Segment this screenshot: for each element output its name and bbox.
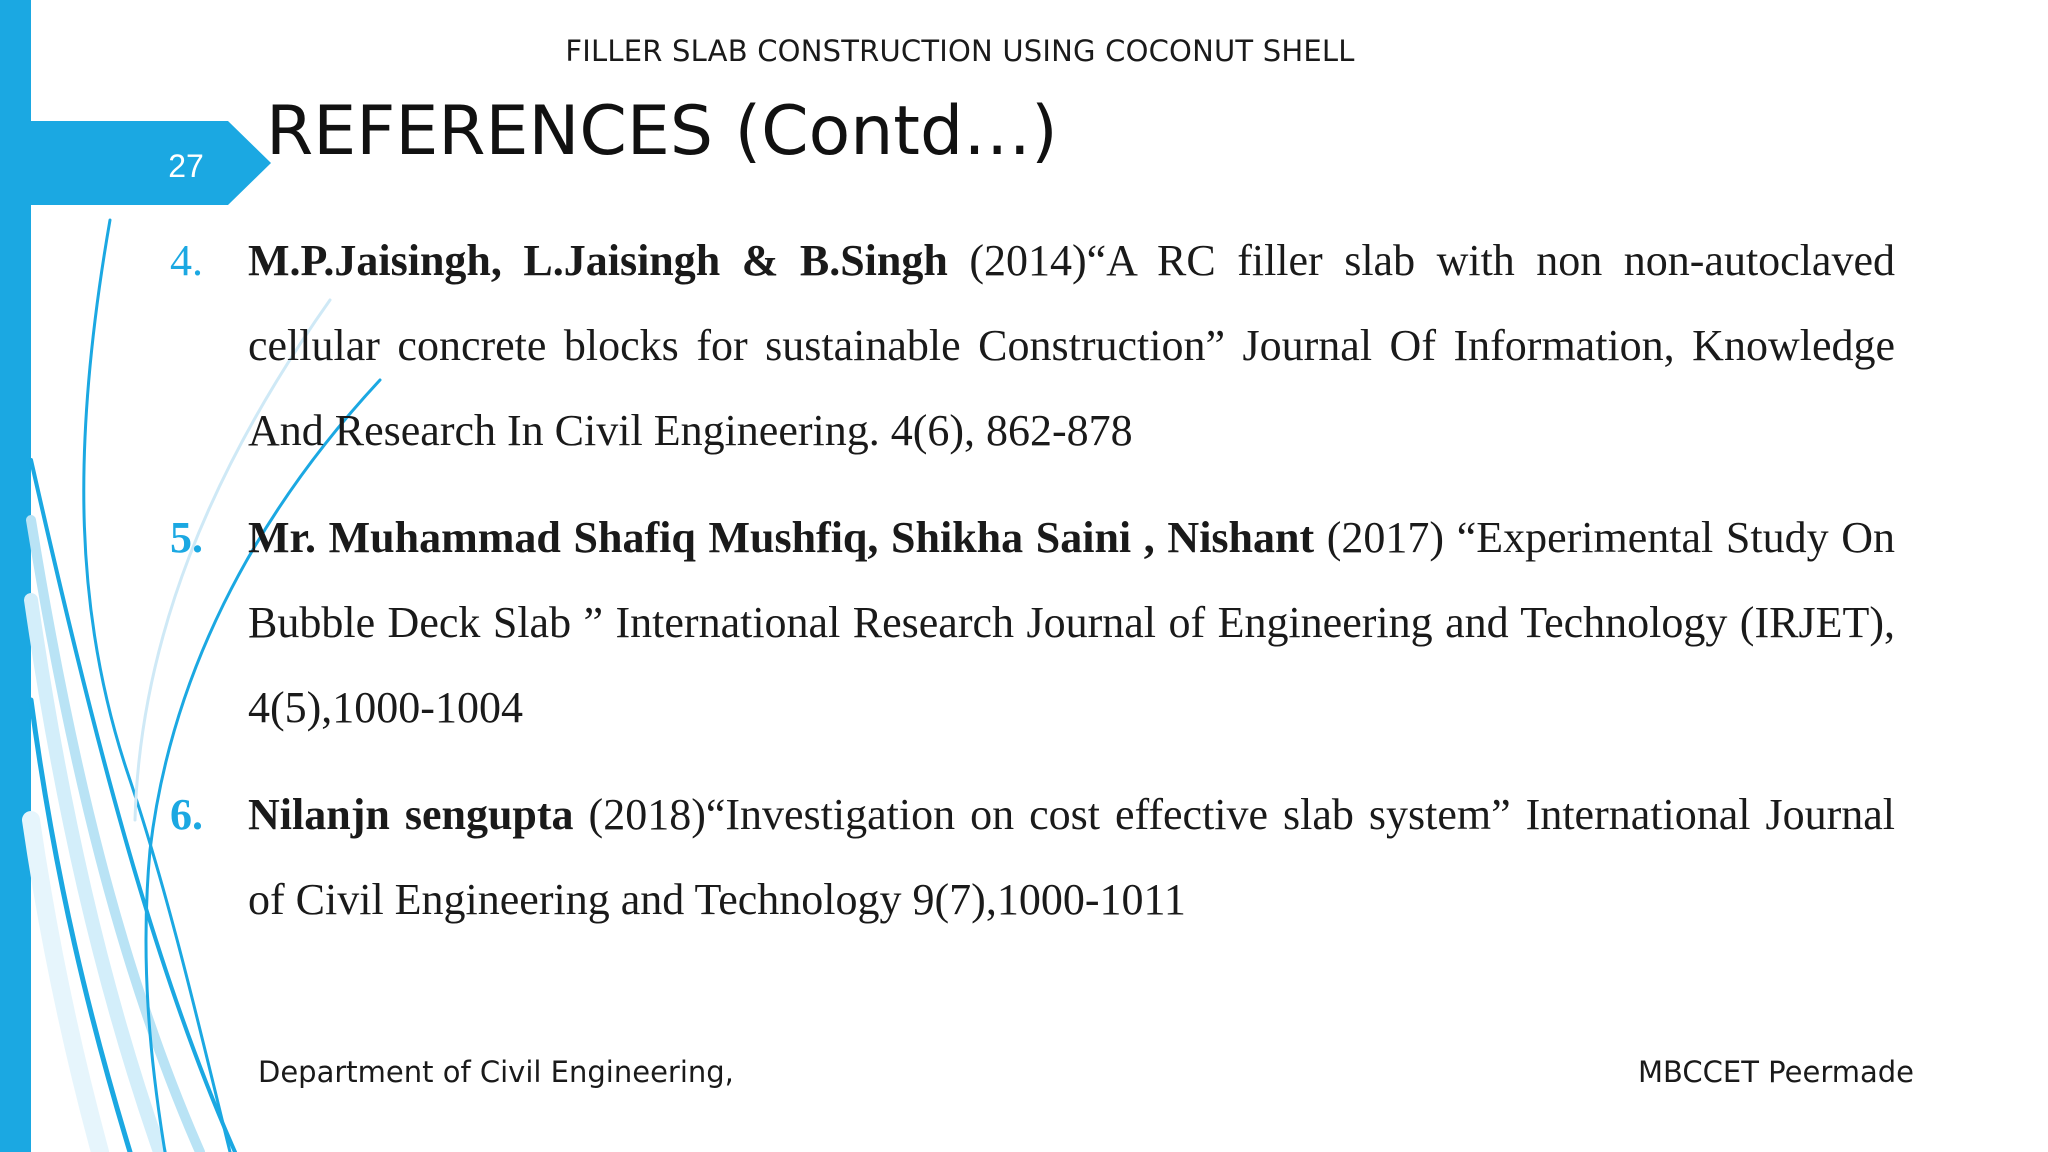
reference-list [170, 218, 1895, 964]
left-accent-bar [0, 0, 31, 1152]
footer-department: Department of Civil Engineering, [258, 1055, 734, 1089]
reference-item [170, 495, 1895, 750]
reference-authors: Nilanjn sengupta [248, 790, 574, 839]
page-number: 27 [168, 148, 204, 184]
reference-citation: (2014)“A RC filler slab with non non-autoclaved cellular concrete blocks for sustainable Construction” Journal Of Information, Knowledge And Research In Civil Engineering. 4(6), 862-878 [248, 236, 1895, 455]
slide-title: REFERENCES (Contd…) [266, 92, 1058, 171]
reference-number: 5. [170, 513, 203, 562]
reference-item [170, 772, 1895, 942]
reference-number: 6. [170, 790, 203, 839]
decor-curve [31, 600, 160, 1152]
reference-citation: (2017) “Experimental Study On Bubble Deck Slab ” International Research Journal of Engineering and Technology (IRJET), 4(5),1000-1004 [248, 513, 1895, 732]
reference-authors: Mr. Muhammad Shafiq Mushfiq, Shikha Saini , Nishant [248, 513, 1315, 562]
footer-institution: MBCCET Peermade [1638, 1055, 1914, 1089]
page-number-tab [31, 121, 271, 205]
reference-citation: (2018)“Investigation on cost effective slab system” International Journal of Civil Engineering and Technology 9(7),1000-1011 [248, 790, 1895, 924]
presentation-header: FILLER SLAB CONSTRUCTION USING COCONUT SHELL [565, 34, 1355, 68]
reference-authors: M.P.Jaisingh, L.Jaisingh & B.Singh [248, 236, 948, 285]
decor-curve [31, 820, 100, 1152]
decor-curve [31, 700, 130, 1152]
reference-number: 4. [170, 236, 203, 285]
reference-item [170, 218, 1895, 473]
